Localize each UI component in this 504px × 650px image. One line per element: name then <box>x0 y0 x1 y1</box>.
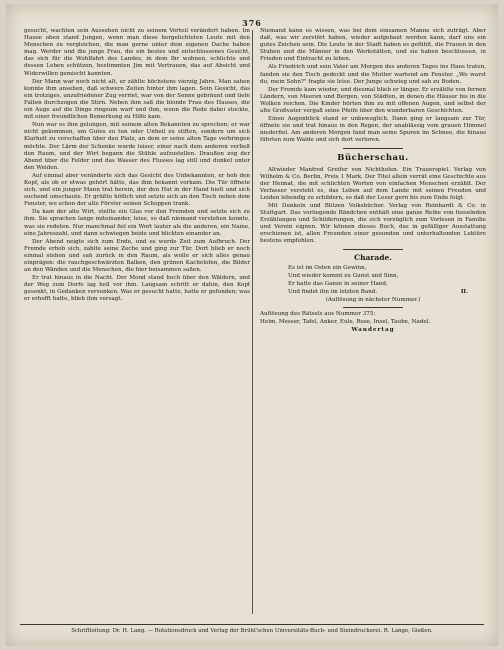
riddle-line <box>260 289 486 296</box>
solution-answer: Wandertag <box>351 327 395 334</box>
riddle-line-text: Und findet ihn im letzten Band. <box>288 288 378 295</box>
riddle-line-text: Er hatte das Ganze in seiner Hand, <box>288 280 388 287</box>
paragraph: Der Fremde kam wieder, und diesmal blieb er länger. Er erzählte von fernen Ländern, von Meeren und Bergen, von Städten, in denen die Häuser bis in die Wolken reichen. Die Kinder hörten ihm zu mit offenen Augen, und selbst der alte Großvater vergaß seine Pfeife über den wunderbaren Geschichten. <box>260 86 486 115</box>
paragraph: Da kam der alte Wirt, stellte ein Glas vor den Fremden und setzte sich zu ihm. Sie sprachen lange miteinander, leise, so daß niemand verstehen konnte, was sie redeten. Nur manchmal fiel ein Wort lauter als die anderen, ein Name, eine Jahreszahl, und dann schwiegen beide und blickten einander an. <box>24 209 250 237</box>
imprint-footer: Schriftleitung: Dr. H. Lang. — Rotationsdruck und Verlag der Brühl'schen Universitäts-Buch- und Steindruckerei. R. Lange, Gießen. <box>20 624 484 635</box>
book-review: Altwieder Manfred Greifer von Nichtholen. Ein Trauerspiel. Verlag von Wilhelm & Co. Berlin, Preis 1 Mark. Der Titel allein verrät eine Geschichte aus der Heimat, die mit schlichten Worten von einfachen Menschen erzählt. Der Verfasser versteht es, das Leben auf dem Lande mit seinen Freuden und Leiden lebendig zu schildern, so daß der Leser gern bis zum Ende folgt. <box>260 166 486 201</box>
book-review: Mit Dunkeln und Blitzen Volksbücher. Verlag von Reinhardt & Co. in Stuttgart. Das vorliegende Bändchen enthält eine ganze Reihe von fesselnden Erzählungen und Schilderungen, die sich vorzüglich zum Vorlesen in Familie und Verein eignen. Wir können dieses Buch, das in gefälliger Ausstattung erschienen ist, allen Freunden einer gesunden und unterhaltenden Lektüre bestens empfehlen. <box>260 202 486 245</box>
paragraph: Der Mann war noch nicht alt, er zählte höchstens vierzig Jahre. Man sahen konnte ihm ansehen, daß schwere Zeiten hinter ihm lagen. Sein Gesicht, das ein trotziges, unzufriedener Zug verriet, war von der Sonne gebräunt und tiefe Falten durchzogen die Stirn. Neben ihm saß die blonde Frau des Hauses, die ein Auge auf die Dinge ringsum warf und ihm, wenn die Rede dabei stockte, mit einer freundlichen Bemerkung zu Hilfe kam. <box>24 78 250 121</box>
section-divider <box>343 307 403 308</box>
right-column <box>260 28 486 614</box>
solution-text: Helm, Messer, Tafel, Anker, Eule, Rose, Insel, Taube, Nadel. <box>260 319 431 326</box>
paragraph: Nun war es ihm gelungen, mit seinem alten Bekannten zu sprechen; er war nicht gekommen, um Gutes zu tun oder Unheil zu stiften, sondern um sich Klarheit zu verschaffen über den Platz, an dem er seine alten Tage verbringen möchte. Der Lärm der Schenke wurde leiser, einer nach dem anderen verließ den Raum, und der Wirt begann die Stühle aufzustellen. Draußen zog der Abend über die Felder und das Wasser des Flusses lag still und dunkel unter den Weiden. <box>24 122 250 171</box>
riddle-line: Und wieder kommt zu Gunst und Sinn, <box>288 272 399 279</box>
riddle-solution-note: (Auflösung in nächster Nummer.) <box>325 296 421 303</box>
paragraph: Einen Augenblick stand er unbeweglich. Dann ging er langsam zur Tür, öffnete sie und trat hinaus in den Regen, der unablässig vom grauen Himmel niederfiel. Am anderen Morgen fand man seine Spuren im Schnee, die hinaus führten zum Walde und sich dort verloren. <box>260 116 486 144</box>
page-number: 376 <box>242 18 262 28</box>
paragraph: Er trat hinaus in die Nacht. Der Mond stand hoch über den Wäldern, und der Weg zum Dorfe lag hell vor ihm. Langsam schritt er dahin, den Kopf gesenkt, in Gedanken versunken. Was er gesucht hatte, hatte er gefunden; was er erhofft hatte, blieb ihm versagt. <box>24 275 250 303</box>
section-divider <box>343 249 403 250</box>
riddle-line: Es ist im Osten ein Gewinn, <box>288 264 367 271</box>
paragraph: gesucht, wachten sein Aussehen nicht zu seinem Vorteil verändert haben. Im Hause oben stand Jungen, wenn man diese hergelichteten Leute mit den Menschen zu vergleichen, die man gerne unter dem eigenen Dache haben mag. Werder und die junge Frau, die ein bestes und entschlossenes Gesicht, das sich für die Wohlfahrt des Landes, in dem Ihr wohnen, schlichte und dessen Leben schützen, bestimmten Jim mit Vertrauen, das auf Absicht und Widerwillen gemischt kannten. <box>24 28 250 77</box>
left-column <box>24 28 250 614</box>
paragraph: Auf einmal aber veränderte sich das Gesicht des Unbekannten, er hob den Kopf, als ob er etwas gehört hätte, das ihm bekannt vorkam. Die Tür öffnete sich, und ein junger Mann trat herein, der den Hut in der Hand hielt und sich suchend umschaute. Er grüßte höflich und setzte sich an den Tisch neben dem Fenster, wo schon der alte Förster seinen Schoppen trank. <box>24 172 250 208</box>
book-section-heading: Bücherschau. <box>337 152 409 163</box>
riddle-title: Charade. <box>354 252 392 262</box>
section-divider <box>343 148 403 149</box>
paragraph: Niemand kann es wissen, was bei dem einsamen Manne sich zuträgt. Aber daß, was wir zerstört haben, wieder aufgebaut werden kann, darf uns ein gutes Zeichen sein. Die Leute in der Stadt haben es gefühlt, die Frauen in den Stuben und die Männer in den Werkstätten, und sie haben beschlossen, in Frieden und Eintracht zu leben. <box>260 28 486 63</box>
column-divider <box>252 30 253 614</box>
paragraph: Der Abend neigte sich zum Ende, und es wurde Zeit zum Aufbruch. Der Fremde erhob sich, zahlte seine Zeche und ging zur Tür. Dort blieb er noch einmal stehen und sah zurück in den Raum, als wolle er sich alles genau einprägen: die rauchgeschwärzten Balken, den grünen Kachelofen, die Bilder an den Wänden und die Menschen, die hier beisammen saßen. <box>24 238 250 274</box>
solution-heading: Auflösung des Rätsels aus Nummer 375: <box>260 311 376 317</box>
riddle-line <box>260 281 486 288</box>
paragraph: Als Friedrich und sein Vater am Morgen des anderen Tages ins Haus traten, fanden sie den Tisch gedeckt und die Mutter wartend am Fenster. „Wo warst du, mein Sohn?" fragte sie leise. Der Junge schwieg und sah zu Boden. <box>260 64 486 85</box>
newspaper-page <box>6 4 498 646</box>
riddle-tag: II. <box>460 288 468 295</box>
